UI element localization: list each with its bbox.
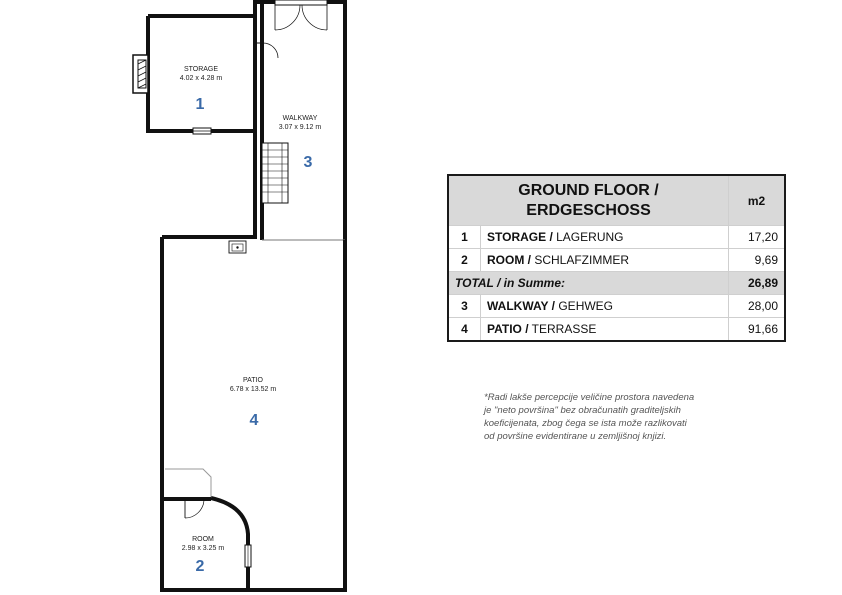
note-line: od površine evidentirane u zemljišnoj knjizi. (484, 431, 667, 442)
note-line: *Radi lakše percepcije veličine prostora navedena (484, 392, 695, 403)
row-number: 3 (448, 295, 481, 318)
row-label (481, 295, 729, 318)
stairs (262, 143, 288, 203)
walkway-walls (162, 2, 345, 240)
area-table (447, 174, 786, 342)
room-number: 2 (195, 558, 205, 575)
room-dims: 2.98 x 3.25 m (181, 545, 225, 552)
walkway-name: WALKWAY (282, 115, 318, 122)
area-note (484, 391, 744, 443)
room-outline (165, 469, 211, 497)
table-unit: m2 (729, 175, 786, 226)
entrance-double-door (275, 0, 327, 30)
row-value: 28,00 (729, 295, 786, 318)
patio-name: PATIO (243, 377, 263, 384)
walkway-number: 3 (303, 154, 313, 171)
sink-icon (229, 241, 246, 253)
total-value: 26,89 (729, 272, 786, 295)
storage-dims: 4.02 x 4.28 m (179, 75, 223, 82)
room-window (245, 545, 251, 567)
patio-number: 4 (249, 412, 259, 429)
room-door (185, 499, 204, 518)
table-row (448, 295, 785, 318)
row-translation: TERRASSE (528, 322, 597, 336)
row-label (481, 226, 729, 249)
row-translation: LAGERUNG (552, 230, 624, 244)
table-row (448, 226, 785, 249)
table-total-row (448, 272, 785, 295)
storage-number: 1 (195, 96, 205, 113)
row-value: 91,66 (729, 318, 786, 342)
storage-walls (148, 16, 255, 131)
table-header (448, 175, 785, 226)
table-title (448, 175, 729, 226)
row-value: 17,20 (729, 226, 786, 249)
patio-dims: 6.78 x 13.52 m (229, 386, 277, 393)
storage-door (255, 43, 278, 58)
row-name: ROOM / (487, 253, 531, 267)
room-name: ROOM (192, 536, 214, 543)
table-title-line2: ERDGESCHOSS (526, 201, 651, 219)
row-value: 9,69 (729, 249, 786, 272)
table-title-line1: GROUND FLOOR / (518, 181, 659, 199)
table-row (448, 249, 785, 272)
row-label (481, 318, 729, 342)
row-translation: GEHWEG (555, 299, 614, 313)
fireplace-icon (133, 55, 148, 93)
row-label (481, 249, 729, 272)
row-translation: SCHLAFZIMMER (531, 253, 630, 267)
note-line: je "neto površina" bez obračunatih graditeljskih (484, 405, 681, 416)
walkway-dims: 3.07 x 9.12 m (278, 124, 322, 131)
room-walls (162, 498, 248, 590)
row-name: WALKWAY / (487, 299, 556, 313)
table-row (448, 318, 785, 342)
row-number: 1 (448, 226, 481, 249)
note-line: koeficijenata, zbog čega se ista može razlikovati (484, 418, 687, 429)
row-name: STORAGE / (487, 230, 553, 244)
storage-window (193, 128, 211, 134)
total-label: TOTAL / in Summe: (448, 272, 729, 295)
row-number: 2 (448, 249, 481, 272)
storage-name: STORAGE (183, 66, 219, 73)
row-name: PATIO / (487, 322, 529, 336)
row-number: 4 (448, 318, 481, 342)
